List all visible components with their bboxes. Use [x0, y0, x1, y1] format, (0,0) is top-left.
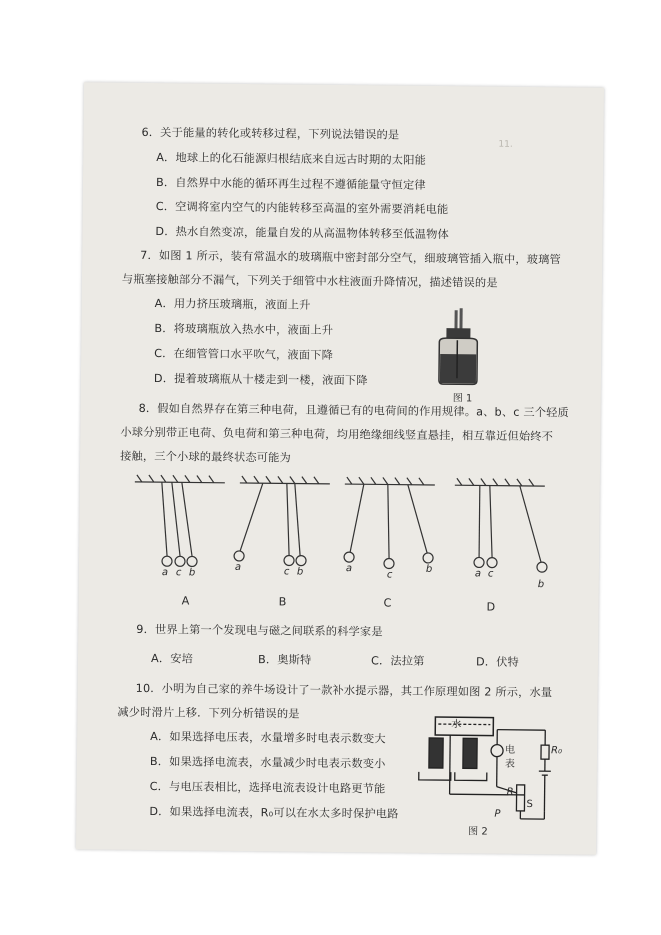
q7-stem-line1: 7．如图 1 所示，装有常温水的玻璃瓶中密封部分空气，细玻璃管插入瓶中，玻璃管 [140, 248, 561, 267]
q9-option-a: A．安培 [150, 652, 194, 666]
q6-option-d: D．热水自然变凉，能量自发的从高温物体转移至低温物体 [155, 225, 450, 242]
q6-option-c: C．空调将室内空气的内能转移至高温的室外需要消耗电能 [155, 200, 449, 217]
q8-d-ball-c: c [487, 568, 494, 580]
q7-option-b: B．将玻璃瓶放入热水中，液面上升 [154, 322, 334, 337]
q8-option-d-label: D [486, 600, 496, 614]
q10-option-d: D．如果选择电流表，R₀可以在水太多时保护电路 [149, 805, 399, 821]
q7-option-a: A．用力挤压玻璃瓶，液面上升 [154, 297, 311, 312]
q10-stem-line2: 减少时滑片上移．下列分析错误的是 [117, 705, 300, 721]
q8-stem-line3: 接触，三个小球的最终状态可能为 [120, 449, 292, 465]
q6-option-a: A．地球上的化石能源归根结底来自远古时期的太阳能 [156, 151, 427, 167]
figure-2-meter-label-2: 表 [504, 758, 515, 770]
figure-2-r0-label: R₀ [550, 745, 563, 757]
figure-2-r-label: R [506, 786, 514, 798]
figure-1-bottle [429, 308, 500, 389]
q8-figure-d [449, 481, 555, 587]
q8-b-ball-b: b [296, 566, 304, 578]
q7-stem-line2: 与瓶塞接触部分不漏气，下列关于细管中水柱液面升降情况，描述错误的是 [121, 272, 498, 290]
q8-stem-line1: 8．假如自然界存在第三种电荷，且遵循已有的电荷间的作用规律。a、b、c 三个轻质 [138, 401, 570, 420]
q9-option-c: C．法拉第 [370, 654, 425, 668]
q6-stem: 6．关于能量的转化或转移过程，下列说法错误的是 [141, 125, 400, 142]
bleed-through-text: 11. [498, 139, 570, 151]
q10-option-c: C．与电压表相比，选择电流表设计电路更节能 [149, 780, 386, 796]
q8-c-ball-b: b [425, 563, 433, 575]
q8-d-ball-b: b [537, 579, 545, 591]
q6-option-b: B．自然界中水能的循环再生过程不遵循能量守恒定律 [155, 176, 426, 192]
q8-b-ball-c: c [283, 566, 290, 578]
q8-c-ball-c: c [386, 569, 393, 581]
q10-stem-line1: 10．小明为自己家的养牛场设计了一款补水提示器，其工作原理如图 2 所示，水量 [135, 681, 553, 700]
q7-option-d: D．提着玻璃瓶从十楼走到一楼，液面下降 [153, 372, 368, 388]
q10-option-a: A．如果选择电压表，水量增多时电表示数变大 [150, 730, 386, 746]
q8-a-ball-b: b [188, 567, 196, 579]
q8-a-ball-a: a [161, 567, 169, 579]
q10-option-b: B．如果选择电流表，水量减少时电表示数变小 [149, 755, 386, 771]
q8-a-ball-c: c [175, 567, 182, 579]
q9-stem: 9．世界上第一个发现电与磁之间联系的科学家是 [136, 622, 383, 639]
q8-stem-line2: 小球分别带正电荷、负电荷和第三种电荷，均用绝缘细线竖直悬挂，相互靠近但始终不 [120, 425, 554, 444]
q8-option-b-label: B [278, 595, 287, 609]
q8-option-a-label: A [181, 594, 190, 608]
figure-2-meter-label-1: 电 [505, 744, 516, 756]
q9-option-d: D．伏特 [475, 655, 520, 669]
figure-2-s-label: S [526, 798, 533, 811]
q9-option-b: B．奥斯特 [257, 653, 312, 667]
exam-page [76, 82, 604, 854]
figure-2-p-label: P [494, 808, 501, 820]
figure-2-water-label: 水 [451, 719, 462, 731]
figure-2-circuit [404, 714, 565, 826]
q8-option-c-label: C [383, 596, 392, 610]
q8-d-ball-a: a [474, 568, 482, 580]
figure-1-caption: 图 1 [452, 393, 473, 405]
q8-b-ball-a: a [234, 561, 242, 573]
q8-c-ball-a: a [345, 563, 353, 575]
figure-2-caption: 图 2 [468, 826, 488, 838]
q7-option-c: C．在细管管口水平吹气，液面下降 [154, 347, 334, 362]
